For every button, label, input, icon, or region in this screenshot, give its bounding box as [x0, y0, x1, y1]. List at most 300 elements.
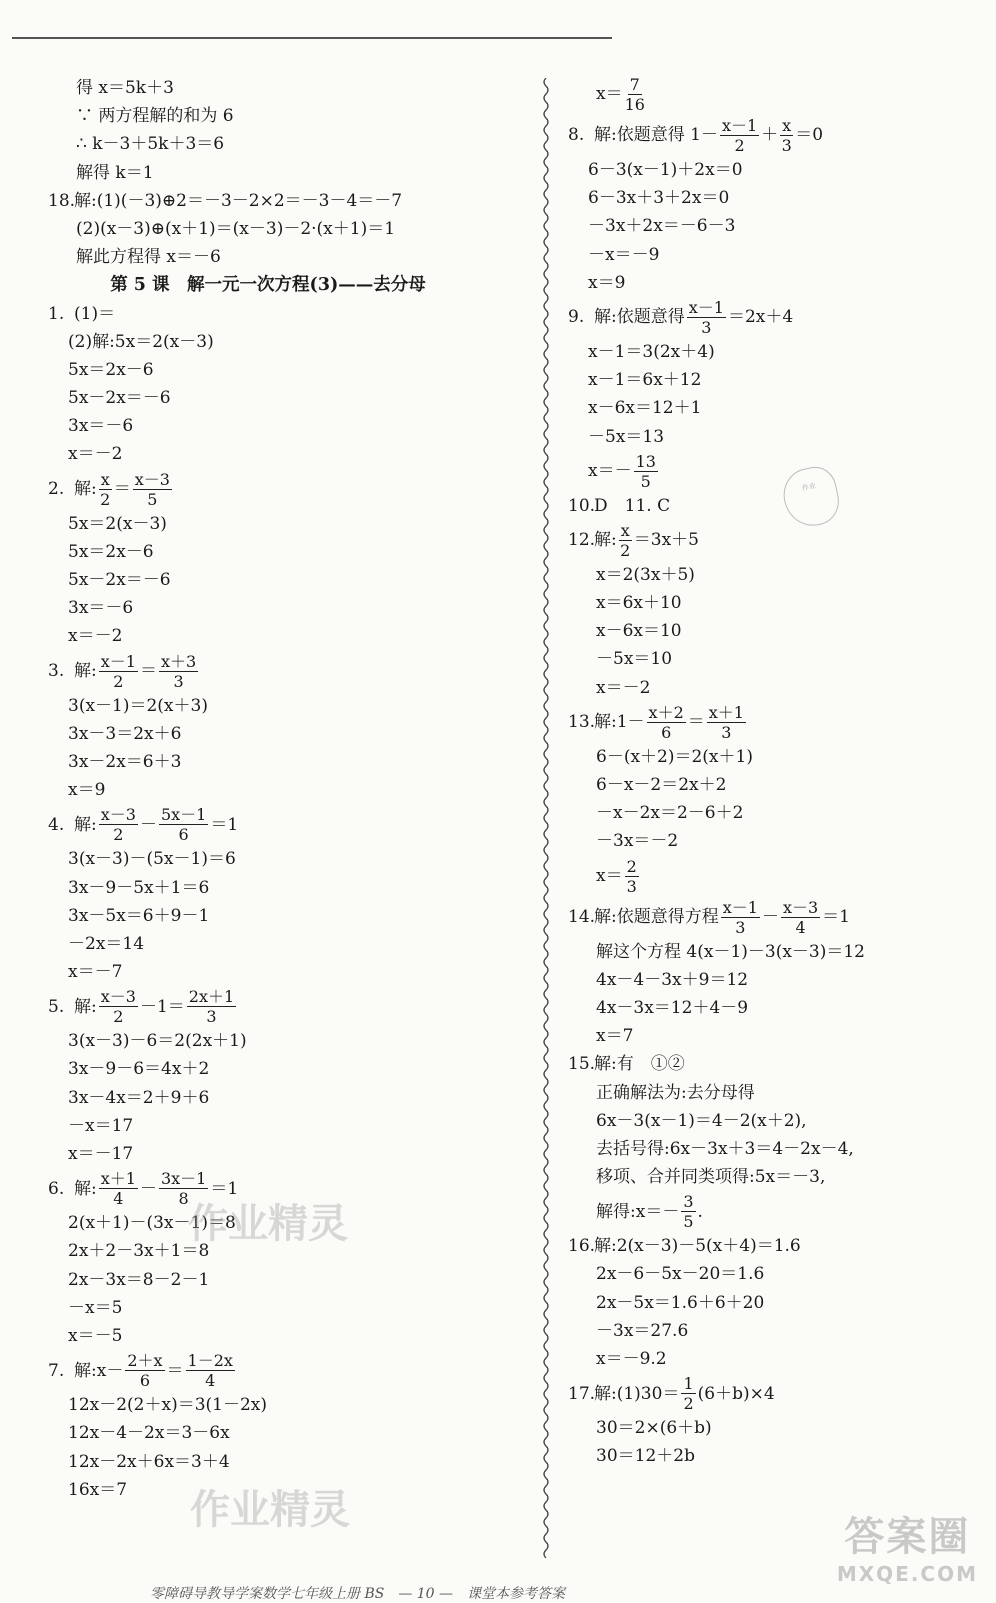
line-text: 12x－4－2x＝3－6x	[68, 1423, 230, 1444]
numerator: x－1	[100, 651, 136, 671]
solution-line	[48, 930, 548, 958]
line-text: 3x＝－6	[68, 598, 134, 619]
line-text: 3x＝－6	[68, 416, 134, 437]
denominator: 2	[113, 1007, 124, 1027]
solution-line	[568, 184, 978, 212]
solution-line	[48, 651, 548, 692]
solution-line	[568, 1373, 978, 1414]
line-text: (2)解:5x＝2(x－3)	[68, 331, 214, 352]
problem-number: 12.	[568, 530, 596, 551]
problem-number: 4.	[48, 814, 65, 835]
fraction	[681, 1192, 695, 1231]
solution-line	[568, 743, 978, 771]
solution-line	[568, 1191, 978, 1232]
numerator: 2x＋1	[188, 987, 235, 1007]
numerator: x－1	[721, 116, 758, 135]
solution-line	[48, 748, 548, 776]
line-text: 16x＝7	[68, 1479, 128, 1500]
line-text: x＝－2	[596, 677, 651, 698]
line-text: x＝7	[596, 1026, 634, 1047]
solution-line	[568, 674, 978, 702]
denominator: 5	[683, 1212, 694, 1232]
numerator: 5x－1	[160, 805, 207, 825]
solution-line	[48, 1084, 548, 1112]
solution-line	[568, 156, 978, 184]
line-text: 5x－2x＝－6	[68, 388, 171, 409]
line-text: 5x＝2(x－3)	[68, 513, 167, 534]
line-text: 30＝12＋2b	[596, 1446, 695, 1467]
line-text: x＝－7	[68, 962, 123, 983]
line-text: 2x－3x＝8－2－1	[68, 1269, 210, 1290]
line-text: ＝	[113, 479, 131, 500]
denominator: 4	[113, 1189, 124, 1209]
line-text: 解:依题意得方程	[594, 906, 719, 927]
line-text: ＝2x＋4	[727, 307, 794, 328]
lesson-title	[48, 271, 488, 299]
fraction	[619, 521, 632, 560]
line-text: 解:	[74, 996, 97, 1017]
problem-number: 3.	[48, 660, 65, 681]
solution-line	[48, 384, 548, 412]
line-text: x－6x＝12＋1	[588, 398, 702, 419]
solution-line	[568, 1345, 978, 1373]
line-text: 解:	[74, 660, 97, 681]
solution-line	[568, 1289, 978, 1317]
problem-number: 14.	[568, 906, 596, 927]
solution-line	[568, 1260, 978, 1288]
denominator: 3	[173, 671, 184, 691]
fraction	[625, 75, 645, 114]
denominator: 5	[640, 471, 651, 491]
problem-number: 16.	[568, 1236, 596, 1257]
solution-line	[568, 589, 978, 617]
numerator: 13	[635, 451, 656, 471]
line-text: －1＝	[139, 996, 185, 1017]
line-text: ＝	[139, 660, 157, 681]
line-text: 6－x－2＝2x＋2	[596, 775, 727, 795]
solution-line	[48, 902, 548, 930]
watermark: 作业精灵	[188, 1201, 348, 1247]
problem-number: 8.	[568, 125, 585, 146]
page-footer: 零障碍导教导学案数学七年级上册 BS — 10 — 课堂本参考答案	[150, 1586, 566, 1602]
line-text: x＝	[596, 865, 623, 886]
line-text: 3x－9－5x＋1＝6	[68, 877, 210, 898]
problem-number: 6.	[48, 1178, 65, 1199]
problem-number: 2.	[48, 479, 65, 500]
fraction	[133, 470, 172, 509]
line-text: 解得:x＝－	[596, 1201, 680, 1222]
solution-line	[568, 897, 978, 938]
brand-url: MXQE.COM	[836, 1562, 978, 1586]
solution-line	[48, 1350, 548, 1391]
solution-line	[568, 1163, 978, 1191]
denominator: 2	[113, 825, 124, 845]
solution-line	[48, 986, 548, 1027]
line-text: .	[697, 1201, 703, 1222]
numerator: x－1	[688, 297, 724, 317]
solution-line	[568, 1442, 978, 1470]
problem-number: 1.	[48, 303, 65, 324]
problem-number: 18.	[48, 190, 76, 211]
line-text: (2)(x－3)⊕(x＋1)＝(x－3)－2·(x＋1)＝1	[76, 218, 396, 239]
line-text: (6＋b)×4	[697, 1383, 775, 1404]
denominator: 4	[795, 917, 806, 937]
line-text: 去括号得:6x－3x＋3＝4－2x－4,	[596, 1138, 854, 1159]
solution-line	[568, 1050, 978, 1078]
solution-line	[48, 566, 548, 594]
solution-line	[568, 394, 978, 422]
denominator: 3	[206, 1007, 217, 1027]
fraction	[186, 1351, 235, 1390]
solution-line	[568, 799, 978, 827]
line-text: －	[139, 814, 157, 835]
line-text: (1)＝	[74, 303, 116, 324]
numerator: x＋2	[648, 702, 684, 722]
line-text: 6－3x＋3＋2x＝0	[588, 188, 730, 209]
line-text: x＝	[596, 84, 623, 105]
solution-line	[48, 300, 548, 328]
solution-line	[48, 510, 548, 538]
line-text: 3x－5x＝6＋9－1	[68, 905, 210, 926]
line-text: 2x－5x＝1.6＋6＋20	[596, 1292, 765, 1313]
line-text: ∵ 两方程解的和为 6	[76, 106, 234, 127]
solution-line	[568, 520, 978, 561]
line-text: 12x－2x＋6x＝3＋4	[68, 1451, 230, 1472]
numerator: x＋3	[160, 651, 197, 671]
problem-number: 7.	[48, 1360, 65, 1381]
numerator: x＋1	[100, 1169, 136, 1189]
line-text: －	[139, 1178, 157, 1199]
solution-line	[48, 130, 548, 158]
solution-line	[568, 338, 978, 366]
numerator: 1	[683, 1374, 694, 1394]
line-text: 5x＝2x－6	[68, 359, 154, 380]
line-text: －x＝5	[68, 1297, 123, 1318]
brand-name: 答案圈	[844, 1514, 971, 1560]
solution-line	[568, 1232, 978, 1260]
solution-line	[568, 212, 978, 240]
solution-line	[48, 412, 548, 440]
solution-line	[48, 1322, 548, 1350]
numerator: x－3	[782, 897, 819, 917]
line-text: 4x－3x＝12＋4－9	[596, 997, 749, 1018]
solution-line	[568, 492, 978, 520]
denominator: 2	[683, 1394, 694, 1414]
solution-line	[568, 994, 978, 1022]
line-text: x－6x＝10	[596, 621, 682, 642]
solution-line	[568, 561, 978, 589]
solution-line	[568, 1107, 978, 1135]
fraction	[625, 857, 639, 896]
line-text: －	[761, 906, 779, 927]
top-rule	[12, 37, 612, 39]
line-text: 3x－4x＝2＋9＋6	[68, 1087, 210, 1108]
line-text: ＋	[761, 125, 779, 146]
solution-line	[48, 469, 548, 510]
numerator: 7	[629, 75, 640, 94]
numerator: 3x－1	[160, 1169, 207, 1189]
solution-line	[48, 1266, 548, 1294]
numerator: x－3	[134, 469, 170, 489]
problem-number: 17.	[568, 1383, 596, 1404]
line-text: 得 x＝5k＋3	[76, 78, 174, 98]
line-text: ＝3x＋5	[633, 530, 699, 551]
solution-line	[568, 856, 978, 897]
line-text: －5x＝10	[596, 649, 673, 670]
line-text: x＝9	[68, 780, 106, 801]
line-text: x＝－2	[68, 444, 123, 465]
line-text: 3(x－1)＝2(x＋3)	[68, 695, 208, 716]
solution-line	[48, 1294, 548, 1322]
solution-line	[48, 622, 548, 650]
fraction	[634, 452, 658, 491]
fraction	[681, 1374, 695, 1413]
line-text: －3x＝27.6	[596, 1320, 689, 1341]
line-text: 解:x－	[74, 1360, 124, 1381]
solution-line	[48, 440, 548, 468]
solution-line	[568, 617, 978, 645]
denominator: 3	[626, 876, 637, 896]
numerator: x－1	[722, 897, 758, 917]
stamp: 作业	[779, 463, 844, 531]
line-text: x＝－2	[68, 626, 123, 647]
denominator: 4	[205, 1371, 216, 1391]
fraction	[707, 703, 746, 742]
denominator: 6	[661, 722, 672, 742]
solution-line	[48, 1419, 548, 1447]
line-text: 6－(x＋2)＝2(x＋1)	[596, 746, 753, 767]
line-text: x－1＝6x＋12	[588, 370, 702, 391]
solution-line	[48, 1140, 548, 1168]
denominator: 3	[781, 136, 792, 155]
solution-line	[568, 1317, 978, 1345]
solution-line	[568, 115, 978, 156]
line-text: 解:(1)30＝	[594, 1383, 680, 1404]
line-text: 解:	[74, 1178, 97, 1199]
line-text: －3x＋2x＝－6－3	[588, 216, 736, 237]
numerator: x	[620, 520, 630, 540]
solution-line	[48, 594, 548, 622]
denominator: 8	[178, 1189, 189, 1209]
numerator: x＋1	[708, 702, 744, 722]
solution-line	[568, 423, 978, 451]
fraction	[125, 1351, 164, 1390]
solution-line	[48, 874, 548, 902]
line-text: x＝－	[588, 461, 632, 482]
solution-line	[48, 776, 548, 804]
line-text: －x＝－9	[588, 244, 660, 265]
solution-line	[48, 243, 548, 271]
solution-line	[48, 845, 548, 873]
line-text: 2x＋2－3x＋1＝8	[68, 1241, 210, 1262]
numerator: x	[782, 116, 792, 135]
fraction	[159, 805, 208, 844]
problem-number: 9.	[568, 307, 585, 328]
fraction	[780, 116, 793, 155]
line-text: x＝2(3x＋5)	[596, 564, 695, 585]
denominator: 3	[701, 317, 712, 337]
line-text: 3x－2x＝6＋3	[68, 751, 182, 772]
solution-line	[48, 356, 548, 384]
line-text: ∴ k－3＋5k＋3＝6	[76, 134, 225, 155]
solution-line	[568, 645, 978, 673]
solution-line	[568, 241, 978, 269]
line-text: －x－2x＝2－6＋2	[596, 803, 744, 824]
line-text: 3(x－3)－(5x－1)＝6	[68, 849, 236, 870]
line-text: 6－3(x－1)＋2x＝0	[588, 160, 743, 180]
denominator: 6	[139, 1371, 151, 1391]
line-text: 解:1－	[594, 712, 645, 733]
solution-line	[568, 297, 978, 338]
fraction	[781, 898, 820, 937]
line-text: 3(x－3)－6＝2(2x＋1)	[68, 1031, 247, 1052]
denominator: 3	[721, 722, 732, 742]
line-text: 解:	[74, 814, 97, 835]
line-text: ＝0	[795, 125, 824, 146]
solution-line	[48, 102, 548, 130]
line-text: 第 5 课 解一元一次方程(3)——去分母	[110, 275, 426, 296]
fraction	[647, 703, 686, 742]
line-text: x－1＝3(2x＋4)	[588, 341, 715, 362]
line-text: x＝－5	[68, 1325, 123, 1346]
fraction	[721, 898, 760, 937]
solution-line	[48, 1112, 548, 1140]
brand-logo	[837, 1505, 978, 1586]
line-text: 解:	[594, 530, 617, 551]
line-text: 正确解法为:去分母得	[596, 1082, 755, 1103]
solution-line	[48, 804, 548, 845]
line-text: 解:	[74, 479, 97, 500]
line-text: ＝	[166, 1360, 184, 1381]
solution-line	[568, 702, 978, 743]
line-text: ＝	[687, 712, 705, 733]
line-text: 移项、合并同类项得:5x＝－3,	[596, 1167, 826, 1188]
solution-line	[568, 366, 978, 394]
fraction	[99, 987, 138, 1026]
solution-line	[48, 74, 548, 102]
solution-line	[568, 938, 978, 966]
line-text: 解:依题意得 1－	[594, 125, 718, 146]
line-text: ＝1	[210, 814, 239, 835]
denominator: 3	[735, 917, 746, 937]
denominator: 16	[624, 95, 645, 114]
line-text: 12x－2(2＋x)＝3(1－2x)	[68, 1395, 268, 1416]
denominator: 6	[178, 825, 189, 845]
solution-line	[568, 269, 978, 297]
numerator: 3	[683, 1192, 694, 1212]
line-text: x＝－9.2	[596, 1349, 667, 1369]
solution-line	[568, 966, 978, 994]
line-text: －2x＝14	[68, 933, 145, 954]
line-text: ＝1	[210, 1178, 239, 1199]
denominator: 2	[620, 540, 631, 560]
line-text: 解此方程得 x＝－6	[76, 247, 221, 268]
left-column	[48, 74, 548, 1504]
numerator: 2＋x	[127, 1351, 163, 1371]
line-text: 3x－3＝2x＋6	[68, 723, 182, 744]
denominator: 2	[734, 136, 745, 155]
line-text: 解:有 ①②	[594, 1054, 685, 1075]
line-text: x＝－17	[68, 1144, 134, 1164]
watermark: 作业精灵	[190, 1487, 350, 1533]
solution-line	[48, 1055, 548, 1083]
right-column	[568, 74, 978, 1471]
solution-line	[568, 451, 978, 492]
problem-number: 13.	[568, 712, 596, 733]
solution-line	[48, 1391, 548, 1419]
numerator: 1－2x	[187, 1351, 233, 1371]
line-text: －3x＝－2	[596, 831, 679, 852]
solution-line	[568, 74, 978, 115]
fraction	[720, 116, 759, 155]
solution-line	[568, 1414, 978, 1442]
numerator: 2	[626, 856, 637, 876]
solution-line	[48, 215, 548, 243]
solution-line	[48, 328, 548, 356]
fraction	[99, 805, 138, 844]
line-text: 解:2(x－3)－5(x＋4)＝1.6	[594, 1236, 801, 1257]
line-text: ＝1	[822, 906, 850, 927]
line-text: 2(x＋1)－(3x－1)＝8	[68, 1213, 236, 1234]
line-text: 解:(1)(－3)⊕2＝－3－2×2＝－3－4＝－7	[74, 190, 403, 211]
fraction	[99, 652, 138, 691]
line-text: 5x－2x＝－6	[68, 570, 171, 590]
fraction	[99, 1169, 138, 1208]
numerator: x－3	[100, 987, 136, 1007]
solution-line	[568, 1022, 978, 1050]
solution-line	[48, 159, 548, 187]
numerator: x－3	[100, 805, 136, 825]
solution-line	[48, 720, 548, 748]
denominator: 2	[113, 671, 124, 691]
solution-line	[568, 827, 978, 855]
line-text: －x＝17	[68, 1115, 134, 1136]
line-text: 5x＝2x－6	[68, 541, 154, 562]
line-text: x＝6x＋10	[596, 593, 682, 614]
line-text: x＝9	[588, 272, 626, 293]
solution-line	[48, 1448, 548, 1476]
line-text: 解得 k＝1	[76, 162, 154, 183]
solution-line	[568, 1079, 978, 1107]
solution-line	[568, 1135, 978, 1163]
denominator: 5	[147, 489, 158, 509]
problem-number: 5.	[48, 996, 65, 1017]
line-text: 4x－4－3x＋9＝12	[596, 969, 749, 990]
fraction	[99, 470, 112, 509]
line-text: 6x－3(x－1)＝4－2(x＋2),	[596, 1110, 807, 1131]
denominator: 2	[100, 489, 111, 509]
fraction	[687, 298, 726, 337]
problem-number: 15.	[568, 1054, 596, 1075]
line-text: 30＝2×(6＋b)	[596, 1418, 712, 1439]
line-text: －5x＝13	[588, 426, 665, 447]
line-text: 2x－6－5x－20＝1.6	[596, 1264, 765, 1285]
solution-line	[48, 692, 548, 720]
line-text: 3x－9－6＝4x＋2	[68, 1059, 210, 1080]
solution-line	[48, 538, 548, 566]
solution-line	[48, 958, 548, 986]
line-text: 解这个方程 4(x－1)－3(x－3)＝12	[596, 941, 866, 962]
solution-line	[48, 187, 548, 215]
line-text: 解:依题意得	[594, 307, 685, 328]
solution-line	[568, 771, 978, 799]
fraction	[187, 987, 236, 1026]
line-text: D 11. C	[594, 495, 671, 516]
solution-line	[48, 1027, 548, 1055]
numerator: x	[100, 469, 110, 489]
problem-number: 10.	[568, 495, 596, 516]
fraction	[159, 652, 198, 691]
